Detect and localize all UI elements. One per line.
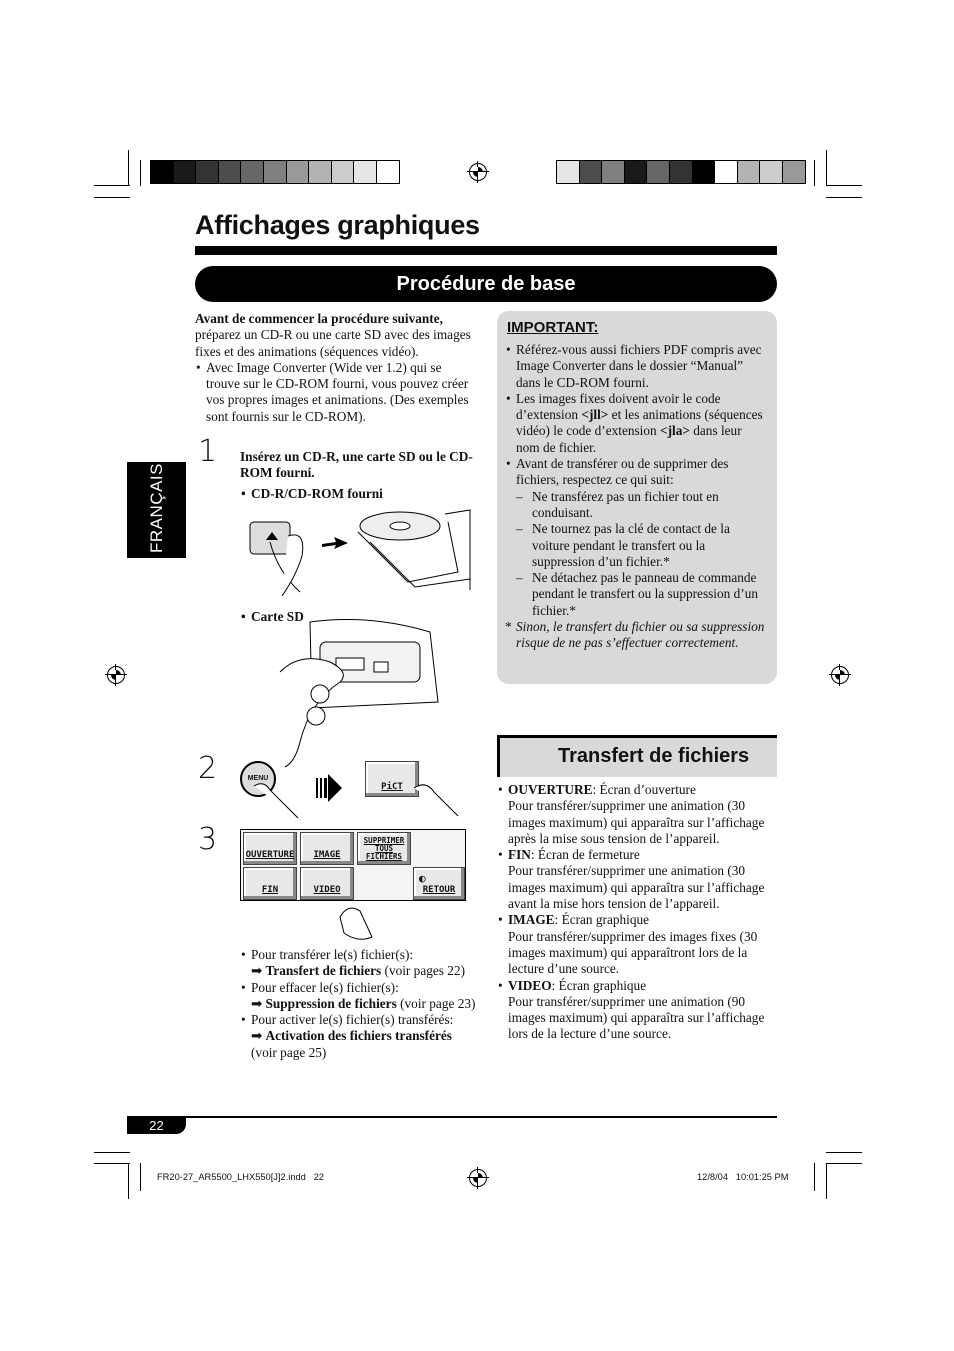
color-swatch bbox=[354, 161, 377, 183]
important-bullet: • Référez-vous aussi fichiers PDF compris avec Image Converter dans le dossier “Manual” dans le CD-ROM fourni. bbox=[505, 342, 767, 391]
color-swatch bbox=[151, 161, 174, 183]
transfert-item: • OUVERTURE: Écran d’ouverture Pour transférer/supprimer une animation (30 images maximum) qui apparaîtra sur l’affichage après la mise sous tension de l’appareil. bbox=[497, 782, 765, 847]
registration-mark-top bbox=[469, 163, 487, 181]
transfert-heading: Transfert de fichiers bbox=[558, 745, 750, 767]
menu-button-label: MENU bbox=[247, 775, 269, 782]
bottom-rule bbox=[127, 1116, 777, 1118]
step-3-number: 3 bbox=[198, 822, 218, 857]
registration-mark-bottom bbox=[469, 1169, 487, 1187]
color-swatch bbox=[557, 161, 580, 183]
cd-insert-illustration bbox=[240, 502, 480, 598]
image-button[interactable]: IMAGE bbox=[300, 832, 354, 865]
color-bar-right bbox=[556, 160, 806, 184]
color-swatch bbox=[287, 161, 310, 183]
color-swatch bbox=[196, 161, 219, 183]
arrow-right-icon bbox=[316, 770, 344, 806]
color-swatch bbox=[332, 161, 355, 183]
transfert-item: • IMAGE: Écran graphique Pour transférer/supprimer des images fixes (30 images maximum) qui apparaîtront lors de la lecture d’une source. bbox=[497, 912, 765, 977]
step-1-text: Insérez un CD-R, une carte SD ou le CD-ROM fourni. bbox=[240, 449, 473, 481]
pict-button[interactable] bbox=[365, 761, 419, 797]
transfert-item: • FIN: Écran de fermeture Pour transférer/supprimer une animation (30 images maximum) qui apparaîtra sur l’affichage avant la mise hors tension de l’appareil. bbox=[497, 847, 765, 912]
footer-file-info: FR20-27_AR5500_LHX550[J]2.indd 22 bbox=[157, 1172, 324, 1182]
finger-press-pict-illustration bbox=[412, 780, 462, 820]
after-item: • Pour transférer le(s) fichier(s): ➡ Transfert de fichiers (voir pages 22) bbox=[240, 947, 480, 980]
intro-block bbox=[195, 311, 477, 425]
color-swatch bbox=[783, 161, 805, 183]
back-icon: ◐ bbox=[419, 872, 426, 885]
color-swatch bbox=[174, 161, 197, 183]
page-number: 22 bbox=[127, 1118, 186, 1134]
language-label: FRANÇAIS bbox=[147, 463, 166, 553]
ouverture-button[interactable]: OUVERTURE bbox=[243, 832, 297, 865]
color-swatch bbox=[738, 161, 761, 183]
color-swatch bbox=[264, 161, 287, 183]
color-swatch bbox=[219, 161, 242, 183]
important-dash: – Ne tournez pas la clé de contact de la voiture pendant le transfert ou la suppression d’un fichier.* bbox=[505, 521, 767, 570]
color-swatch bbox=[670, 161, 693, 183]
step-1-sub-sd: • Carte SD bbox=[240, 609, 954, 625]
color-swatch bbox=[760, 161, 783, 183]
page-title: Affichages graphiques bbox=[195, 210, 480, 240]
pict-button-label: PiCT bbox=[381, 782, 403, 792]
intro-lead: Avant de commencer la procédure suivante, bbox=[195, 311, 443, 326]
color-swatch bbox=[715, 161, 738, 183]
footer-timestamp: 12/8/04 10:01:25 PM bbox=[697, 1172, 789, 1182]
important-box bbox=[497, 311, 777, 684]
color-swatch bbox=[647, 161, 670, 183]
step-2-number: 2 bbox=[198, 751, 218, 786]
finger-press-menu-illustration bbox=[252, 780, 302, 820]
important-heading: IMPORTANT: bbox=[507, 319, 599, 336]
intro-bullet: • Avec Image Converter (Wide ver 1.2) qui se trouve sur le CD-ROM fourni, vous pouvez créer vos propres images et animations. (Des exemples sont fournis sur le CD-ROM). bbox=[195, 360, 477, 425]
after-item: • Pour activer le(s) fichier(s) transférés: ➡ Activation des fichiers transférés (voir page 25) bbox=[240, 1012, 480, 1061]
color-swatch bbox=[377, 161, 399, 183]
title-rule bbox=[195, 246, 777, 255]
retour-button[interactable]: ◐ RETOUR bbox=[413, 867, 465, 900]
after-item: • Pour effacer le(s) fichier(s): ➡ Suppression de fichiers (voir page 23) bbox=[240, 980, 480, 1013]
registration-mark-right bbox=[831, 666, 849, 684]
supprimer-tous-button[interactable]: SUPPRIMER TOUS FICHIERS bbox=[357, 832, 411, 865]
sd-card-illustration bbox=[270, 612, 440, 772]
finger-press-screen-illustration bbox=[336, 903, 376, 943]
link-activation: Activation des fichiers transférés bbox=[265, 1028, 452, 1044]
important-dash: – Ne transférez pas un fichier tout en conduisant. bbox=[505, 489, 767, 522]
color-swatch bbox=[580, 161, 603, 183]
transfert-list bbox=[497, 782, 765, 1043]
arrow-icon: ➡ bbox=[251, 1028, 263, 1044]
color-bar-left bbox=[150, 160, 400, 184]
graphics-menu-screen bbox=[240, 829, 466, 901]
registration-mark-left bbox=[107, 666, 125, 684]
link-suppression: Suppression de fichiers bbox=[265, 995, 397, 1011]
important-bullet: • Avant de transférer ou de supprimer des fichiers, respectez ce qui suit: bbox=[505, 456, 767, 489]
transfert-item: • VIDEO: Écran graphique Pour transférer/supprimer une animation (90 images maximum) qui apparaîtra sur l’affichage lors de la lecture d’une source. bbox=[497, 978, 765, 1043]
language-tab bbox=[127, 462, 186, 558]
color-swatch bbox=[309, 161, 332, 183]
arrow-icon: ➡ bbox=[251, 963, 263, 979]
color-swatch bbox=[602, 161, 625, 183]
after-steps-list bbox=[240, 947, 480, 1061]
step-1-sub-cd: • CD-R/CD-ROM fourni bbox=[240, 486, 954, 502]
transfert-heading-box bbox=[497, 735, 777, 777]
important-bullet: • Les images fixes doivent avoir le code d’extension <jll> et les animations (séquences vidéo) le code d’extension <jla> dans leur nom de fichier. bbox=[505, 391, 767, 456]
important-dash: – Ne détachez pas le panneau de commande pendant le transfert ou la suppression d’un fichier.* bbox=[505, 570, 767, 619]
link-transfert: Transfert de fichiers bbox=[265, 963, 382, 979]
color-swatch bbox=[241, 161, 264, 183]
video-button[interactable]: VIDEO bbox=[300, 867, 354, 900]
intro-text: préparez un CD-R ou une carte SD avec des images fixes et des animations (séquences vidéo). bbox=[195, 327, 471, 359]
important-note: * Sinon, le transfert du fichier ou sa suppression risque de ne pas s’effectuer correctement. bbox=[505, 619, 767, 652]
arrow-icon: ➡ bbox=[251, 995, 263, 1011]
color-swatch bbox=[625, 161, 648, 183]
color-swatch bbox=[693, 161, 716, 183]
section-heading: Procédure de base bbox=[195, 266, 777, 302]
fin-button[interactable]: FIN bbox=[243, 867, 297, 900]
step-1-number: 1 bbox=[198, 434, 218, 469]
